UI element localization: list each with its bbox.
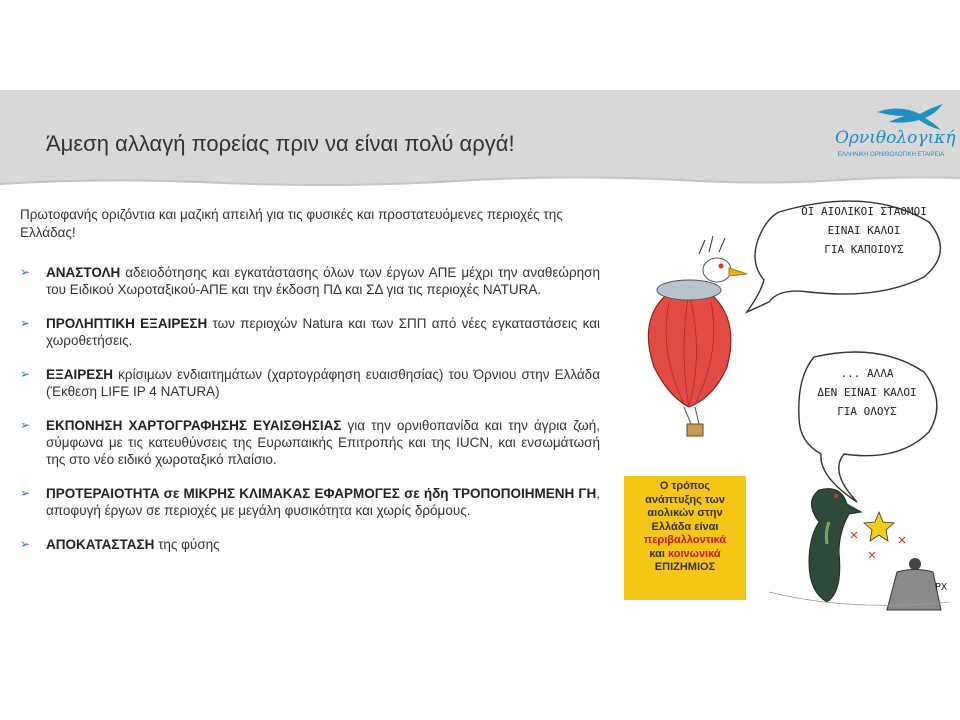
arrow-bullet-icon: ➢: [20, 486, 31, 500]
arrow-bullet-icon: ➢: [20, 316, 31, 330]
callout-box: Ο τρόπος ανάπτυξης των αιολικών στην Ελλάδα είναι περιβαλλοντικά και κοινωνικά ΕΠΙΖΗΜΙΟΣ: [624, 476, 746, 600]
demands-list: [20, 264, 600, 570]
star-icon: [864, 512, 894, 541]
bubble-top-text: ΟΙ ΑΙΟΛΙΚΟΙ ΣΤΑΘΜΟΙ ΕΙΝΑΙ ΚΑΛΟΙ ΓΙΑ ΚΑΠΟΙΟΥΣ: [801, 205, 927, 256]
cormorant-bird-icon: [809, 489, 861, 602]
cartoon-signature: ΡΧ: [934, 582, 948, 593]
list-item: ➢ ΕΚΠΟΝΗΣΗ ΧΑΡΤΟΓΡΑΦΗΣΗΣ ΕΥΑΙΣΘΗΣΙΑΣ για την ορνιθοπανίδα και την άγρια ζωή, σύμφωνα με τις κατευθύνσεις της Ευρωπαικής Επιτροπής και της IUCN, και ενσωμάτωσή της στο νέο ειδικό χωροταξικό πλαίσιο.: [20, 418, 600, 467]
ornithologiki-logo: [835, 102, 956, 164]
arrow-bullet-icon: ➢: [20, 418, 31, 432]
list-item: ➢ ΕΞΑΙΡΕΣΗ κρίσιμων ενδιαιτημάτων (χαρτογράφηση ευαισθησίας) του Όρνιου στην Ελλάδα (Έκθεση LIFE IP 4 NATURA): [20, 367, 600, 399]
page-title: Άμεση αλλαγή πορείας πριν να είναι πολύ αργά!: [46, 131, 515, 156]
arrow-bullet-icon: ➢: [20, 537, 31, 551]
bubble-bottom-text: ... ΑΛΛΑ ΔΕΝ ΕΙΝΑΙ ΚΑΛΟΙ ΓΙΑ ΟΛΟΥΣ: [817, 367, 917, 418]
list-item: ➢ ΑΝΑΣΤΟΛΗ αδειοδότησης και εγκατάστασης όλων των έργων ΑΠΕ μέχρι την αναθεώρηση του Ειδικού Χωροταξικού-ΑΠΕ και την έκδοση ΠΔ και ΣΔ για τις περιοχές NATURA.: [20, 265, 600, 297]
logo-subtitle: ΕΛΛΗΝΙΚΗ ΟΡΝΙΘΟΛΟΓΙΚΗ ΕΤΑΙΡΕΙΑ: [837, 152, 945, 158]
arrow-bullet-icon: ➢: [20, 367, 31, 381]
seagull-icon: [657, 236, 747, 300]
list-item: ➢ ΠΡΟΤΕΡΑΙΟΤΗΤΑ σε ΜΙΚΡΗΣ ΚΛΙΜΑΚΑΣ ΕΦΑΡΜΟΓΕΣ σε ήδη ΤΡΟΠΟΠΟΙΗΜΕΝΗ ΓΗ, αποφυγή έργων σε περιοχές με μεγάλη φυσικότητα και χωρίς δρόμους.: [20, 486, 600, 518]
list-item: ➢ ΠΡΟΛΗΠΤΙΚΗ ΕΞΑΙΡΕΣΗ των περιοχών Natura και των ΣΠΠ από νέες εγκαταστάσεις και χωροθετήσεις.: [20, 316, 601, 348]
list-item: ➢ ΑΠΟΚΑΤΑΣΤΑΣΗ της φύσης: [20, 537, 220, 552]
arrow-bullet-icon: ➢: [20, 265, 31, 279]
intro-text: Πρωτοφανής οριζόντια και μαζική απειλή για τις φυσικές και προστατευόμενες περιοχές της Ελλάδας!: [20, 207, 563, 240]
hot-air-balloon-icon: [648, 291, 731, 437]
logo-name: Ορνιθολογική: [835, 128, 956, 148]
